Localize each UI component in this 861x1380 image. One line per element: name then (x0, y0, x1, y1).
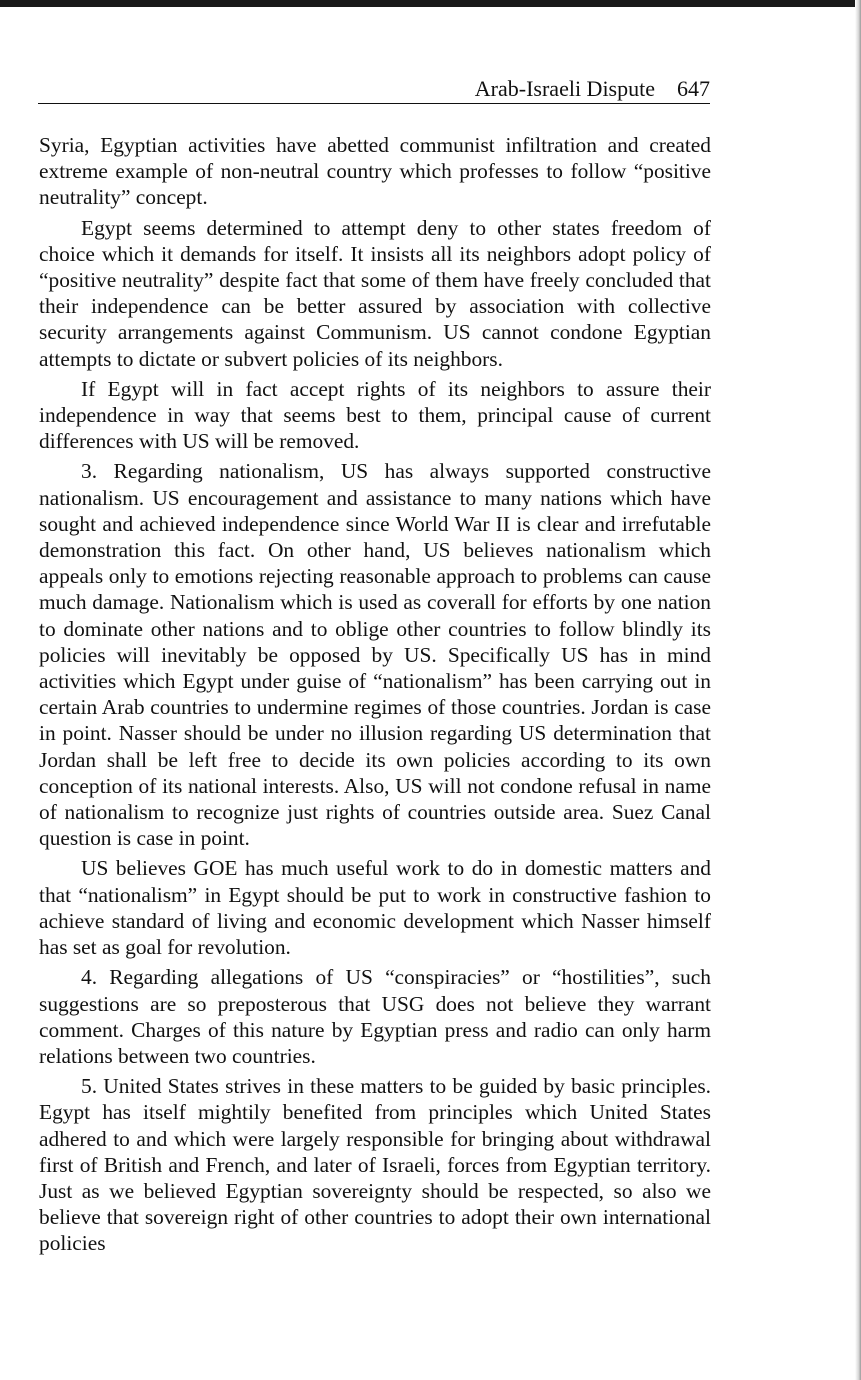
page-top-edge (0, 0, 861, 7)
paragraph-point-3: 3. Regarding nationalism, US has always supported constructive nationalism. US encouragement and assistance to many nations which have sought and achieved independence since World War II is clear and irrefutable demonstration this fact. On other hand, US believes nationalism which appeals only to emotions rejecting reasonable approach to problems can cause much damage. Nationalism which is used as coverall for efforts by one nation to dominate other nations and to oblige other countries to follow blindly its policies will inevitably be opposed by US. Specifically US has in mind activities which Egypt under guise of “nationalism” has been carrying out in certain Arab countries to undermine regimes of those countries. Jordan is case in point. Nasser should be under no illusion regarding US determination that Jordan shall be left free to decide its own policies according to its own conception of its national interests. Also, US will not condone refusal in name of nationalism to recognize just rights of countries outside area. Suez Canal question is case in point. (39, 459, 711, 851)
page-number: 647 (677, 76, 710, 101)
paragraph: If Egypt will in fact accept rights of its neighbors to assure their independence in way that seems best to them, principal cause of current differences with US will be removed. (39, 376, 711, 454)
document-body (39, 132, 711, 1261)
paragraph: US believes GOE has much useful work to do in domestic matters and that “nationalism” in Egypt should be put to work in constructive fashion to achieve standard of living and economic development which Nasser himself has set as goal for revolution. (39, 856, 711, 960)
running-header-title: Arab-Israeli Dispute (474, 76, 655, 101)
paragraph: Egypt seems determined to attempt deny to other states freedom of choice which it demands for itself. It insists all its neighbors adopt policy of “positive neutrality” despite fact that some of them have freely concluded that their independence can be better assured by association with collective security arrangements against Communism. US cannot condone Egyptian attempts to dictate or subvert policies of its neighbors. (39, 215, 711, 371)
page-right-edge (855, 0, 861, 1380)
paragraph-point-4: 4. Regarding allegations of US “conspiracies” or “hostilities”, such suggestions are so preposterous that USG does not believe they warrant comment. Charges of this nature by Egyptian press and radio can only harm relations between two countries. (39, 965, 711, 1068)
running-header (38, 76, 710, 104)
paragraph-continued: Syria, Egyptian activities have abetted communist infiltration and created extreme example of non-neutral country which professes to follow “positive neutrality” concept. (39, 133, 711, 210)
paragraph-point-5: 5. United States strives in these matters to be guided by basic principles. Egypt has itself mightily benefited from principles which United States adhered to and which were largely responsible for bringing about withdrawal first of British and French, and later of Israeli, forces from Egyptian territory. Just as we believed Egyptian sovereignty should be respected, so also we believe that sovereign right of other countries to adopt their own international policies (39, 1074, 711, 1256)
